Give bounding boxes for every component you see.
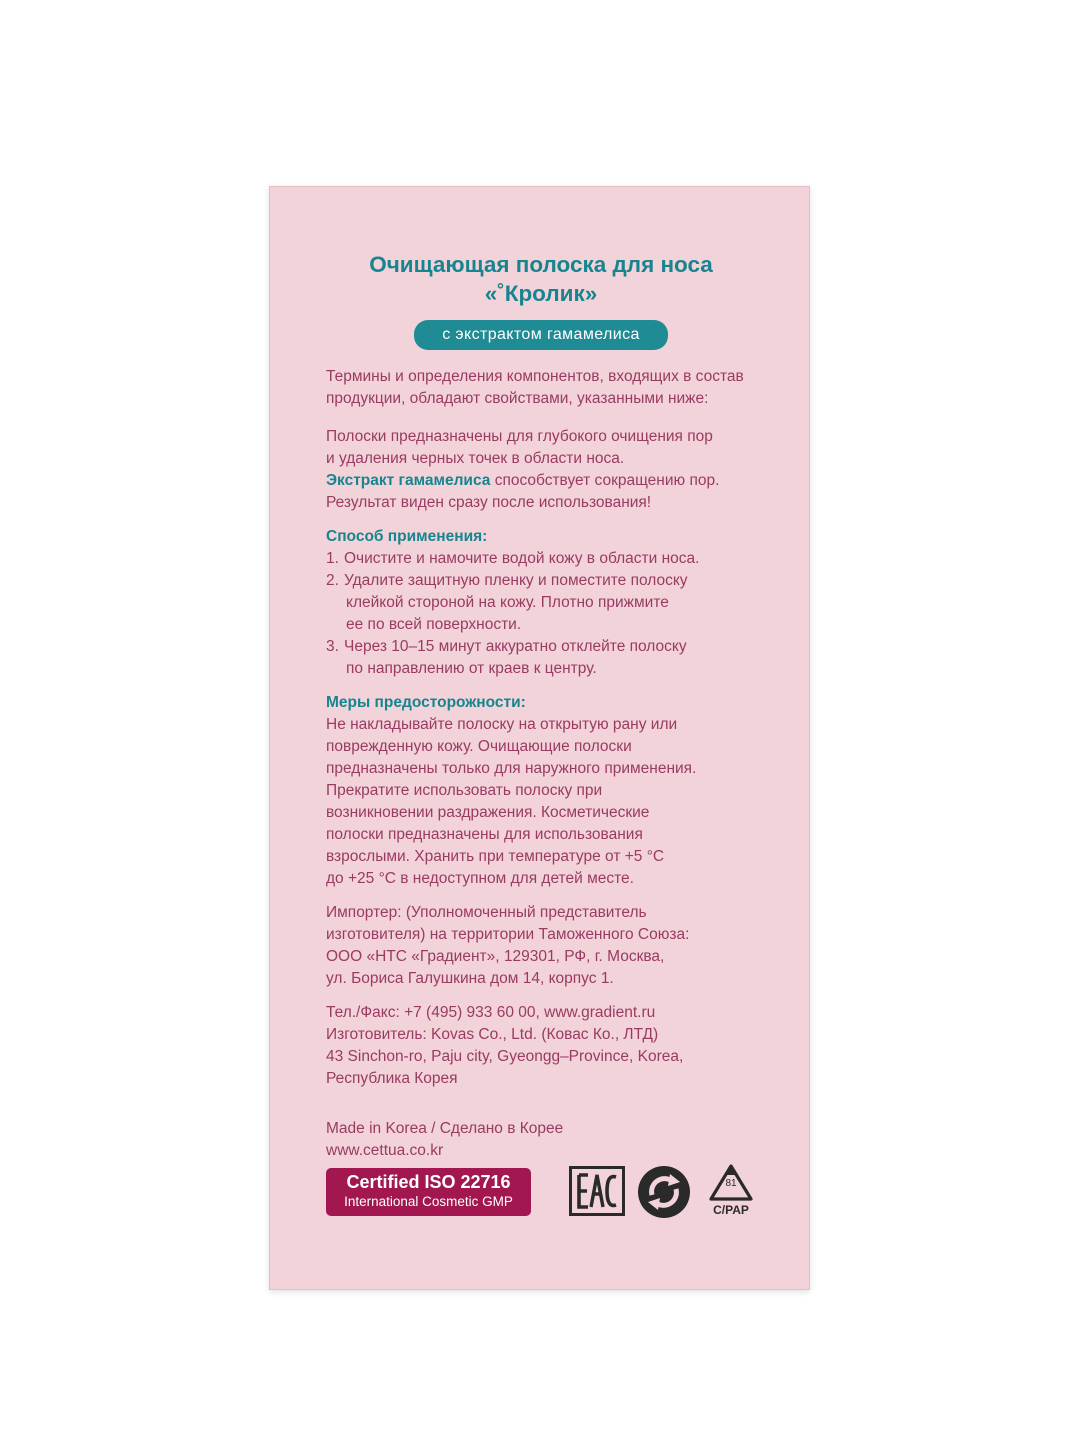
- manufacturer-line: 43 Sinchon-ro, Paju city, Gyeongg–Province, Korea,: [326, 1048, 684, 1065]
- usage-heading: Способ применения:: [326, 528, 488, 545]
- intro-line-2: продукции, обладают свойствами, указанными ниже:: [326, 390, 709, 407]
- usage-steps: [326, 548, 756, 680]
- precautions-line: возникновении раздражения. Косметические: [326, 804, 650, 821]
- subtitle-pill: с экстрактом гамамелиса: [414, 320, 668, 350]
- precautions-line: Прекратите использовать полоску при: [326, 782, 603, 799]
- precautions-line: полоски предназначены для использования: [326, 826, 643, 843]
- usage-step-number: 1.: [326, 550, 339, 567]
- product-title: [319, 250, 763, 308]
- importer-line: ООО «НТС «Градиент», 129301, РФ, г. Москва,: [326, 948, 665, 965]
- description-accent-ingredient: Экстракт гамамелиса: [326, 472, 491, 489]
- product-sachet: [269, 186, 810, 1290]
- manufacturer-paragraph: [326, 1002, 756, 1090]
- origin-paragraph: [326, 1118, 756, 1162]
- precautions-line: до +25 °C в недоступном для детей месте.: [326, 870, 634, 887]
- description-line-1: Полоски предназначены для глубокого очищения пор: [326, 428, 713, 445]
- precautions-line: поврежденную кожу. Очищающие полоски: [326, 738, 632, 755]
- usage-step: [326, 570, 756, 636]
- manufacturer-line: Республика Корея: [326, 1070, 458, 1087]
- intro-paragraph: [326, 366, 756, 410]
- description-line-2: и удаления черных точек в области носа.: [326, 450, 625, 467]
- usage-step-line: Очистите и намочите водой кожу в области носа.: [344, 550, 700, 567]
- iso-certified-badge: [326, 1168, 531, 1216]
- pap-code-label: C/PAP: [713, 1203, 749, 1217]
- eac-mark-icon: [569, 1166, 625, 1216]
- certification-badges: [326, 1166, 756, 1220]
- usage-step-line: клейкой стороной на кожу. Плотно прижмите: [346, 594, 669, 611]
- product-title-line2: «˚Кролик»: [484, 281, 598, 306]
- usage-step-line: Через 10–15 минут аккуратно отклейте полоску: [344, 638, 687, 655]
- recycle-icon: [636, 1164, 692, 1220]
- description-paragraph: [326, 426, 756, 514]
- usage-step-number: 2.: [326, 572, 339, 589]
- usage-step-line: ее по всей поверхности.: [346, 616, 522, 633]
- pap-code-number: 81: [725, 1178, 737, 1189]
- label-text-block: [326, 250, 756, 1162]
- usage-step: [326, 636, 756, 680]
- importer-paragraph: [326, 902, 756, 990]
- iso-badge-title: Certified ISO 22716: [346, 1172, 511, 1192]
- importer-line: ул. Бориса Галушкина дом 14, корпус 1.: [326, 970, 614, 987]
- subtitle-pill-wrap: [319, 320, 763, 350]
- product-title-line1: Очищающая полоска для носа: [369, 252, 713, 277]
- precautions-heading: Меры предосторожности:: [326, 694, 526, 711]
- usage-step-number: 3.: [326, 638, 339, 655]
- usage-step: [326, 548, 756, 570]
- precautions-line: предназначены только для наружного применения.: [326, 760, 697, 777]
- intro-line-1: Термины и определения компонентов, входящих в состав: [326, 368, 744, 385]
- usage-step-line: Удалите защитную пленку и поместите полоску: [344, 572, 688, 589]
- pap-recycling-mark: [706, 1163, 756, 1221]
- precautions-line: Не накладывайте полоску на открытую рану или: [326, 716, 678, 733]
- iso-badge-subtitle: International Cosmetic GMP: [344, 1194, 513, 1209]
- made-in-text: Made in Korea / Сделано в Корее: [326, 1120, 564, 1137]
- importer-line: Импортер: (Уполномоченный представитель: [326, 904, 647, 921]
- website-text: www.cettua.co.kr: [326, 1142, 444, 1159]
- precautions-line: взрослыми. Хранить при температуре от +5 °C: [326, 848, 665, 865]
- importer-line: изготовителя) на территории Таможенного Союза:: [326, 926, 690, 943]
- description-line-3: способствует сокращению пор.: [490, 472, 720, 489]
- precautions-paragraph: [326, 714, 756, 890]
- usage-step-line: по направлению от краев к центру.: [346, 660, 597, 677]
- description-line-4: Результат виден сразу после использования!: [326, 494, 652, 511]
- manufacturer-line: Тел./Факс: +7 (495) 933 60 00, www.gradient.ru: [326, 1004, 656, 1021]
- manufacturer-line: Изготовитель: Kovas Co., Ltd. (Ковас Ко., ЛТД): [326, 1026, 659, 1043]
